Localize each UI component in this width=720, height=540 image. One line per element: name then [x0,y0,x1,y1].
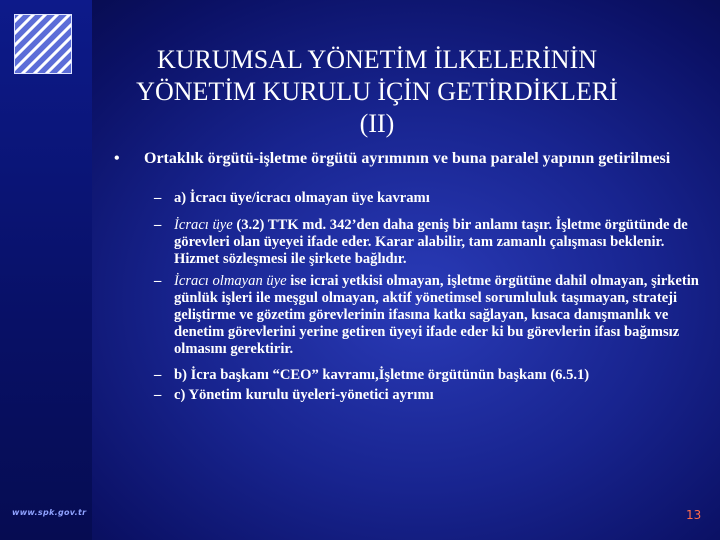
dash-marker: – [154,367,162,383]
sub-item-text: b) İcra başkanı “CEO” kavramı,İşletme örgütünün başkanı (6.5.1) [174,367,590,383]
title-line-1: KURUMSAL YÖNETİM İLKELERİNİN [156,45,598,74]
sub-item-text: a) İcracı üye/icracı olmayan üye kavramı [174,190,430,206]
sub-item-text [174,217,706,268]
page-number: 13 [686,508,702,522]
dash-marker: – [154,190,162,206]
dash-marker: – [154,387,162,403]
slide-title [92,44,662,140]
bullet-marker: • [114,150,120,167]
footer-url: www.spk.gov.tr [12,508,87,517]
dash-marker: – [154,217,162,233]
main-bullet-text: Ortaklık örgütü-işletme örgütü ayrımının ve buna paralel yapının getirilmesi [144,150,671,167]
title-line-2: YÖNETİM KURULU İÇİN GETİRDİKLERİ [136,77,618,106]
sub-item-body: (3.2) TTK md. 342’den daha geniş bir anlamı taşır. İşletme örgütünde de görevleri olan üyeyei ifade eder. Karar alabilir, tam zamanlı çalışması beklenir. Hizmet sözleşmesi ile şirkete bağlıdır. [174,217,688,267]
italic-term: İcracı üye [174,217,233,233]
spk-logo-icon [14,14,72,74]
dash-marker: – [154,273,162,289]
sub-item-body: ise icrai yetkisi olmayan, işletme örgütüne dahil olmayan, şirketin günlük işleri ile meşgul olmayan, aktif yönetimsel sorumluluk taşımayan, strateji geliştirme ve gözetim görevlerinin ifasına katkı sağlayan, kısaca danışmanlık ve denetim görevlerini yerine getiren üyeyi ifade eder ki bu görevlerin ifası bağımsız olmasını gerektirir. [174,273,699,357]
sidebar [0,0,92,540]
sub-item-text: c) Yönetim kurulu üyeleri-yönetici ayrımı [174,387,434,403]
italic-term: İcracı olmayan üye [174,273,287,289]
sub-item-text [174,273,706,358]
title-line-3: (II) [359,109,395,138]
